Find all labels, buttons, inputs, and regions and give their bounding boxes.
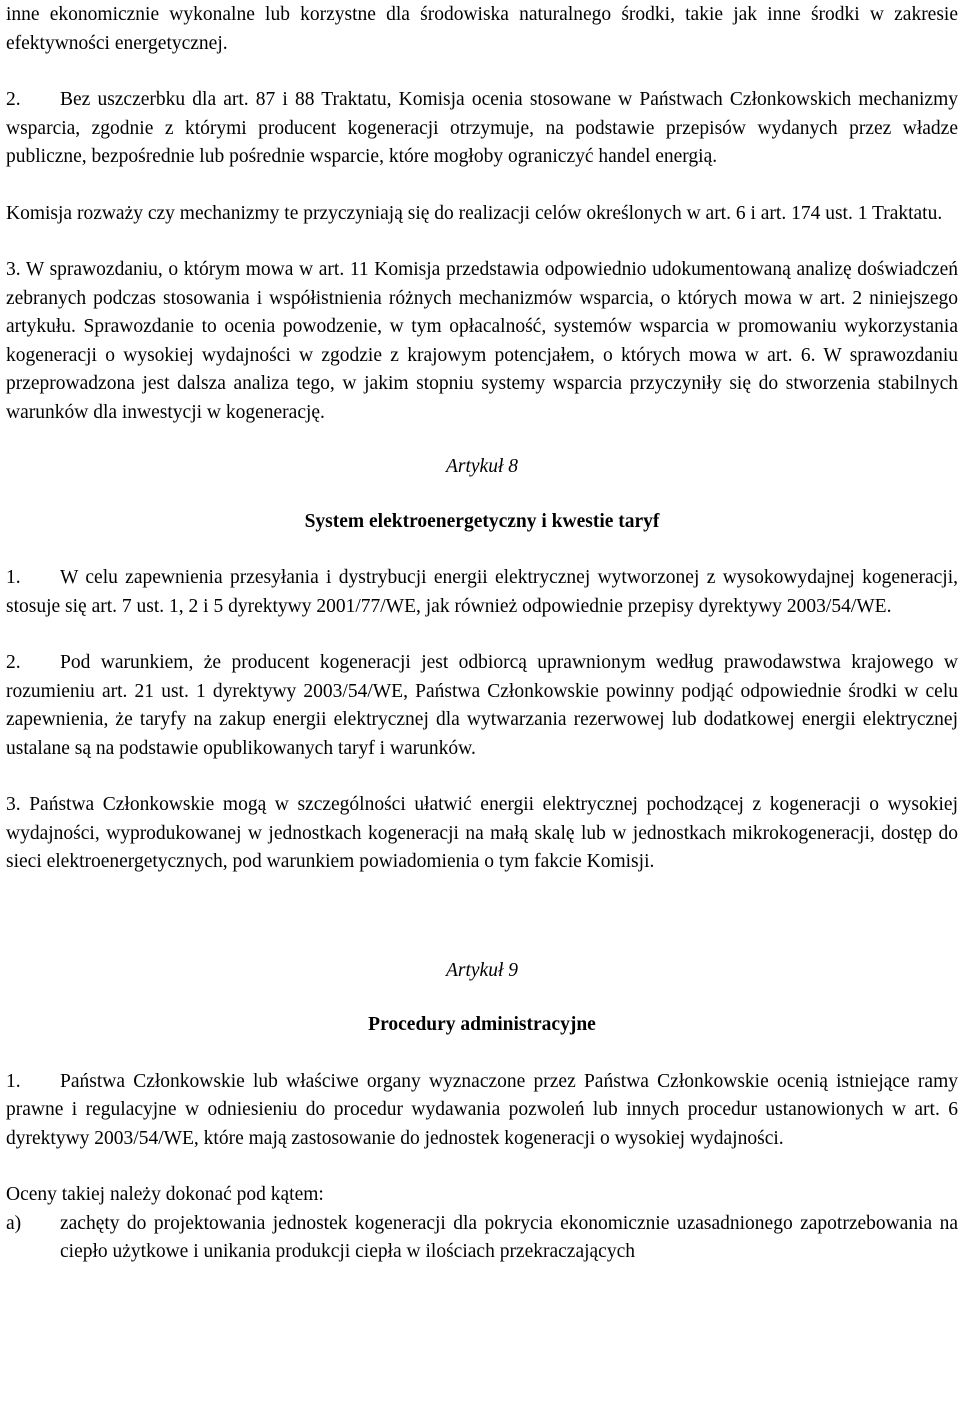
article-8-title: System elektroenergetyczny i kwestie taryf [304, 510, 660, 532]
article-8-paragraph-3: 3. Państwa Członkowskie mogą w szczególności ułatwić energii elektrycznej pochodzącej z kogeneracji o wysokiej wydajności, wyprodukowanej w jednostkach kogeneracji na małą skalę lub w jednostkach mikrokogeneracji, dostęp do sieci elektroenergetycznych, pod warunkiem powiadomienia o tym fakcie Komisji. [6, 794, 958, 872]
article-9-paragraph-1 [6, 1068, 958, 1154]
paragraph-intro: inne ekonomicznie wykonalne lub korzystne dla środowiska naturalnego środki, takie jak inne środki w zakresie efektywności energetycznej. [6, 4, 958, 54]
article-9-label: Artykuł 9 [445, 959, 519, 981]
article-8-paragraph-2 [6, 649, 958, 763]
paragraph-number: 1. [6, 1070, 21, 1092]
article-9-lead: Oceny takiej należy dokonać pod kątem: [6, 1184, 324, 1205]
paragraph-2b: Komisja rozważy czy mechanizmy te przyczyniają się do realizacji celów określonych w art. 6 i art. 174 ust. 1 Traktatu. [6, 202, 943, 224]
paragraph-text: Państwa Członkowskie lub właściwe organy wyznaczone przez Państwa Członkowskie ocenią istniejące ramy prawne i regulacyjne w odniesieniu do procedur wydawania pozwoleń lub innych procedur ustanowionych w art. 6 dyrektywy 2003/54/WE, które mają zastosowanie do jednostek kogeneracji o wysokiej wydajności. [6, 1070, 958, 1149]
paragraph-number: 1. [6, 567, 21, 588]
list-marker: a) [6, 1212, 22, 1234]
article-8-label: Artykuł 8 [445, 456, 519, 477]
paragraph-text: Pod warunkiem, że producent kogeneracji jest odbiorcą uprawnionym według prawodawstwa krajowego w rozumieniu art. 21 ust. 1 dyrektywy 2003/54/WE, Państwa Członkowskie powinny podjąć odpowiednie środki w celu zapewnienia, że taryfy na zakup energii elektrycznej dla wytwarzania rezerwowej lub dodatkowej energii elektrycznej ustalane są na podstawie opublikowanych taryf i warunków. [6, 652, 958, 759]
article-8-paragraph-1 [6, 564, 958, 621]
article-9-title: Procedury administracyjne [368, 1014, 596, 1035]
paragraph-2 [6, 86, 958, 172]
document-page [6, 0, 958, 1267]
paragraph-number: 2. [6, 652, 21, 673]
paragraph-text: W celu zapewnienia przesyłania i dystrybucji energii elektrycznej wytworzonej z wysokowydajnej kogeneracji, stosuje się art. 7 ust. 1, 2 i 5 dyrektywy 2001/77/WE, jak również odpowiednie przepisy dyrektywy 2003/54/WE. [6, 567, 958, 617]
list-item-text: zachęty do projektowania jednostek kogeneracji dla pokrycia ekonomicznie uzasadnionego zapotrzebowania na ciepło użytkowe i unikania produkcji ciepła w ilościach przekraczających [60, 1212, 958, 1262]
paragraph-3: 3. W sprawozdaniu, o którym mowa w art. 11 Komisja przedstawia odpowiednio udokumentowaną analizę doświadczeń zebranych podczas stosowania i współistnienia różnych mechanizmów wsparcia, o których mowa w art. 2 niniejszego artykułu. Sprawozdanie to ocenia powodzenie, w tym opłacalność, systemów wsparcia w promowaniu wykorzystania kogeneracji o wysokiej wydajności w zgodzie z krajowym potencjałem, o których mowa w art. 6. W sprawozdaniu przeprowadzona jest dalsza analiza tego, w jakim stopniu systemy wsparcia przyczyniły się do stworzenia stabilnych warunków dla inwestycji w kogenerację. [6, 259, 958, 423]
paragraph-text: Bez uszczerbku dla art. 87 i 88 Traktatu, Komisja ocenia stosowane w Państwach Członkowskich mechanizmy wsparcia, zgodnie z którymi producent kogeneracji otrzymuje, na podstawie przepisów wydanych przez władze publiczne, bezpośrednie lub pośrednie wsparcie, które mogłoby ograniczyć handel energią. [6, 89, 958, 167]
list-item-a [6, 1210, 958, 1267]
paragraph-number: 2. [6, 89, 21, 110]
